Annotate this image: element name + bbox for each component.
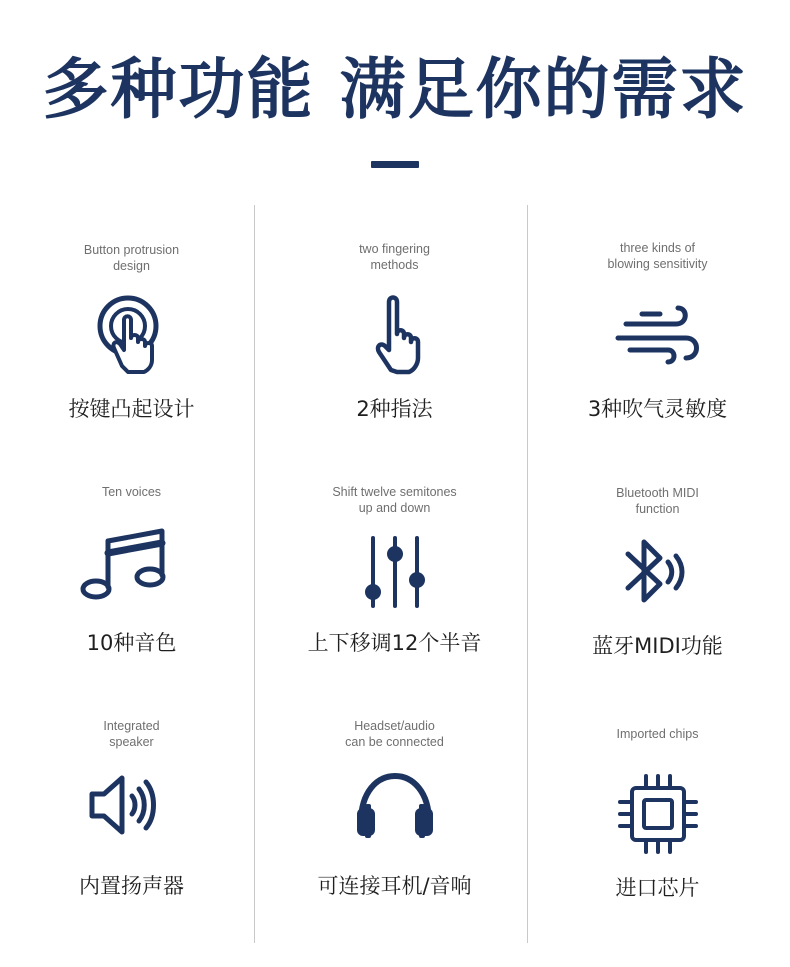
column-divider: [254, 205, 255, 943]
feature-english-label: Imported chips: [616, 727, 699, 741]
feature-chinese-label: 2种指法: [356, 397, 433, 421]
feature-english-label: Ten voices: [101, 485, 162, 499]
equalizer-sliders-icon: [339, 530, 449, 620]
feature-chinese-label: 3种吹气灵敏度: [587, 397, 728, 421]
wind-icon: [602, 292, 712, 382]
bluetooth-icon: [602, 528, 712, 618]
column-divider: [527, 205, 528, 943]
feature-english-label: Bluetooth MIDI function: [616, 486, 699, 516]
music-note-icon: [76, 525, 186, 615]
feature-chinese-label: 上下移调12个半音: [307, 631, 482, 655]
feature-english-label: Headset/audio can be connected: [345, 719, 444, 749]
feature-chinese-label: 内置扬声器: [79, 874, 184, 898]
feature-chinese-label: 蓝牙MIDI功能: [592, 634, 723, 658]
touch-press-icon: [76, 290, 186, 380]
title-underline: [371, 161, 419, 168]
feature-english-label: two fingering methods: [359, 242, 430, 272]
feature-english-label: Integrated speaker: [103, 719, 160, 749]
speaker-icon: [76, 760, 186, 850]
feature-english-label: three kinds of blowing sensitivity: [607, 241, 708, 271]
feature-chinese-label: 按键凸起设计: [68, 397, 195, 421]
feature-chinese-label: 10种音色: [86, 631, 177, 655]
pointing-hand-icon: [339, 292, 449, 382]
chip-icon: [602, 770, 712, 860]
feature-chinese-label: 可连接耳机/音响: [317, 874, 472, 898]
feature-english-label: Shift twelve semitones up and down: [332, 485, 457, 515]
feature-chinese-label: 进口芯片: [615, 876, 700, 900]
headphones-icon: [339, 768, 449, 858]
feature-english-label: Button protrusion design: [83, 243, 180, 273]
page-title: 多种功能 满足你的需求: [42, 51, 748, 128]
